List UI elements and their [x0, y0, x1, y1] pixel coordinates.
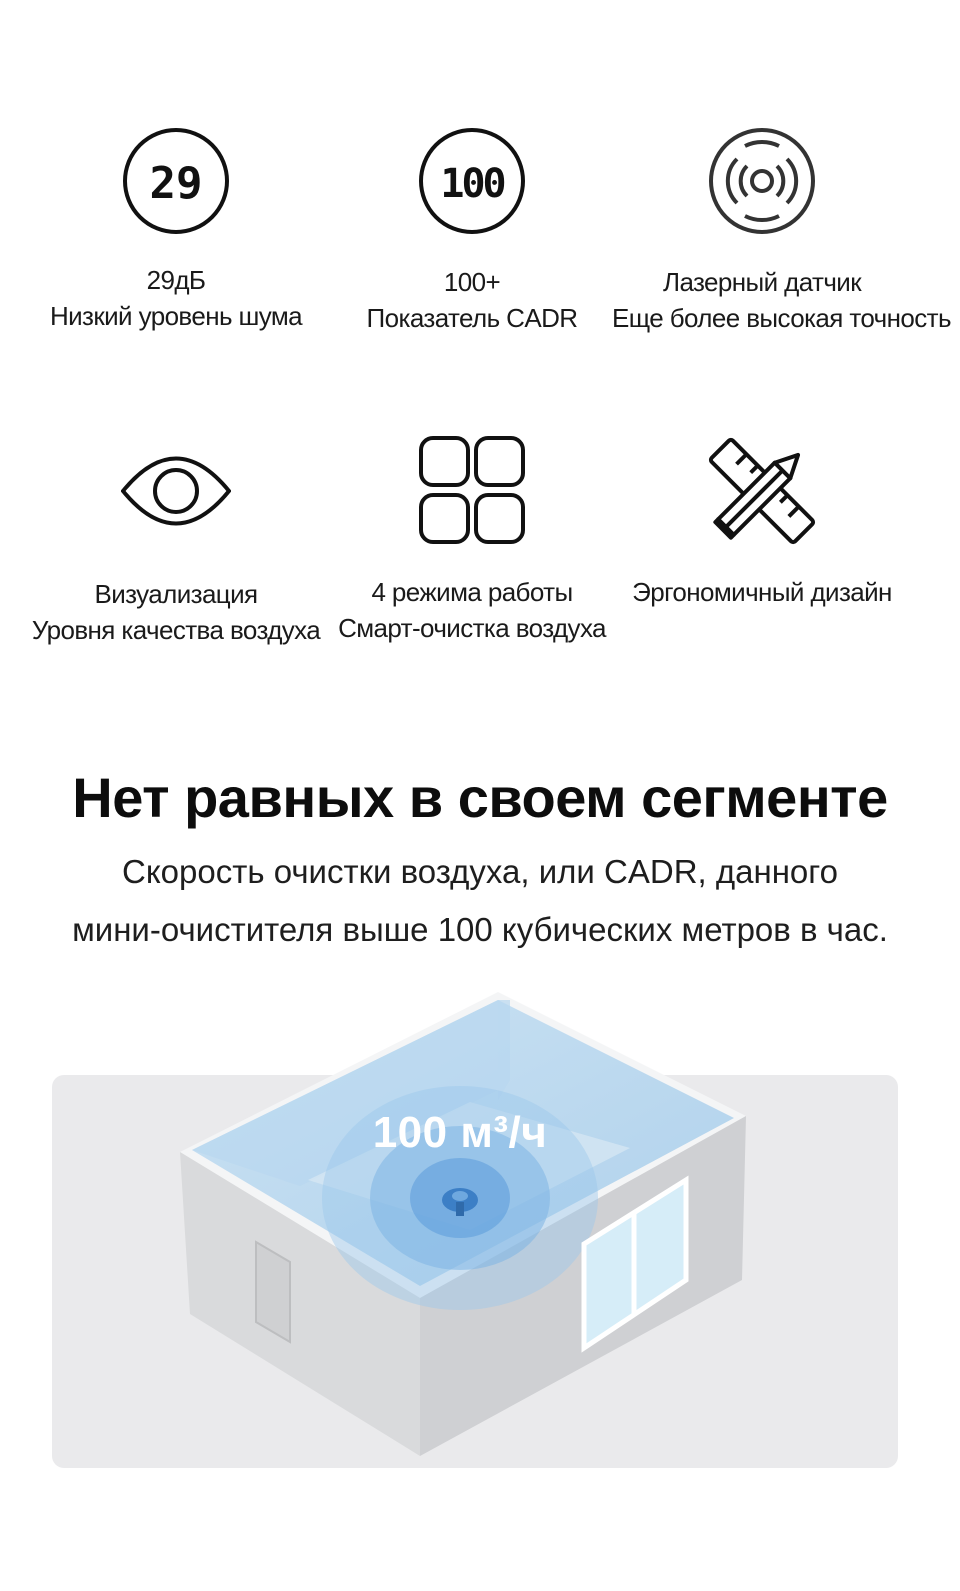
- feature-laser: [612, 126, 951, 336]
- feature-subtitle: Смарт-очистка воздуха: [338, 613, 606, 643]
- description-line: мини-очистителя выше 100 кубических метров в час.: [72, 911, 888, 948]
- pencil-ruler-icon: [707, 436, 817, 546]
- section-description: [0, 843, 960, 959]
- cadr-label: 100 м³/ч: [372, 1108, 548, 1157]
- feature-modes: [322, 436, 622, 646]
- feature-subtitle: Показатель CADR: [366, 303, 578, 333]
- feature-noise: [26, 126, 326, 334]
- feature-title: Эргономичный дизайн: [632, 577, 892, 607]
- icon-digits: 100: [440, 161, 504, 207]
- feature-title: Лазерный датчик: [663, 267, 861, 297]
- feature-title: 29дБ: [146, 265, 206, 295]
- feature-visualization: [26, 436, 326, 648]
- noise-level-29-icon: [121, 126, 231, 236]
- feature-ergonomic: [612, 436, 912, 610]
- section-headline: Нет равных в своем сегменте: [72, 766, 888, 829]
- description-line: Скорость очистки воздуха, или CADR, данного: [122, 853, 838, 890]
- cadr-100-icon: [417, 126, 527, 236]
- feature-subtitle: Низкий уровень шума: [49, 301, 303, 331]
- laser-sensor-icon: [707, 126, 817, 236]
- eye-icon: [121, 436, 231, 546]
- feature-title: 4 режима работы: [371, 577, 573, 607]
- four-modes-grid-icon: [417, 436, 527, 546]
- icon-digits: 29: [149, 158, 203, 209]
- feature-title: 100+: [443, 267, 501, 297]
- room-illustration: [0, 980, 960, 1480]
- feature-subtitle: Уровня качества воздуха: [31, 615, 321, 645]
- feature-title: Визуализация: [94, 579, 258, 609]
- feature-cadr: [322, 126, 622, 336]
- feature-subtitle: Еще более высокая точность: [612, 303, 951, 333]
